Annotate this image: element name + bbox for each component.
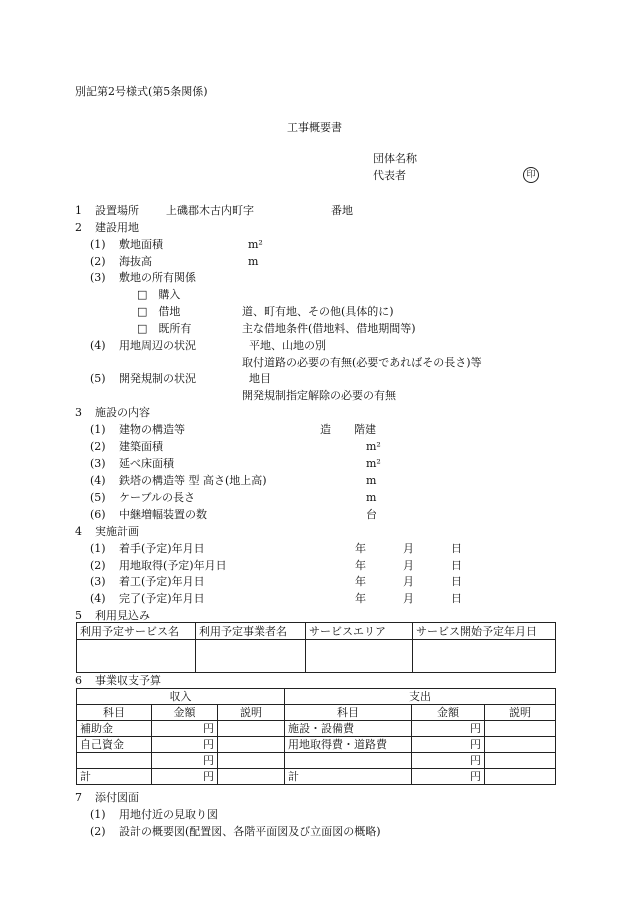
s4-label: 実施計画: [95, 525, 139, 538]
form-reference: 別記第2号様式(第5条関係): [75, 85, 208, 98]
income-amount[interactable]: 円: [152, 737, 218, 753]
s6-number: 6: [75, 674, 82, 687]
s5-label: 利用見込み: [95, 609, 150, 622]
expense-note[interactable]: [485, 737, 556, 753]
expense-total-label: 計: [285, 769, 412, 785]
month-label: 月: [403, 575, 414, 588]
s3-label: 施設の内容: [95, 406, 150, 419]
budget-table: [76, 688, 556, 785]
income-header: 収入: [77, 689, 285, 705]
s3-i3-label: 延べ床面積: [119, 457, 174, 470]
expense-amount[interactable]: 円: [412, 737, 485, 753]
usage-cell-provider[interactable]: [196, 640, 306, 673]
income-item: 補助金: [77, 721, 152, 737]
s3-i5-unit: m: [366, 491, 377, 504]
year-label: 年: [355, 575, 366, 588]
expense-note[interactable]: [485, 753, 556, 769]
s2-i5-num: (5): [90, 372, 106, 385]
s2-i2-label: 海抜高: [119, 255, 152, 268]
s4-i2-label: 用地取得(予定)年月日: [119, 559, 227, 572]
s1-banchi: 番地: [331, 204, 353, 217]
expense-item: 用地取得費・道路費: [285, 737, 412, 753]
s2-i5-label: 開発規制の状況: [119, 372, 196, 385]
s4-i2-num: (2): [90, 559, 106, 572]
s3-i3-unit: m²: [366, 457, 381, 470]
s2-i1-unit: m²: [248, 238, 263, 251]
s2-i4-num: (4): [90, 339, 106, 352]
s2-i3-label: 敷地の所有関係: [119, 271, 196, 284]
s2-i3-num: (3): [90, 271, 106, 284]
expense-total-amount[interactable]: 円: [412, 769, 485, 785]
s2-i2-unit: m: [248, 255, 259, 268]
expense-item[interactable]: [285, 753, 412, 769]
representative-label: 代表者: [373, 169, 406, 182]
month-label: 月: [403, 592, 414, 605]
income-note[interactable]: [218, 753, 285, 769]
s2-i1-label: 敷地面積: [119, 238, 163, 251]
s3-i1-floors: 階建: [354, 423, 376, 436]
income-col-item: 科目: [77, 705, 152, 721]
month-label: 月: [403, 559, 414, 572]
usage-header-provider: 利用予定事業者名: [196, 623, 306, 640]
s3-i3-num: (3): [90, 457, 106, 470]
s2-label: 建設用地: [95, 221, 139, 234]
s7-number: 7: [75, 791, 82, 804]
s2-i4-note1: 平地、山地の別: [249, 339, 326, 352]
lease-note: 道、町有地、その他(具体的に): [242, 305, 394, 318]
s4-i1-label: 着手(予定)年月日: [119, 542, 205, 555]
s2-i4-label: 用地周辺の状況: [119, 339, 196, 352]
day-label: 日: [451, 575, 462, 588]
day-label: 日: [451, 592, 462, 605]
org-name-label: 団体名称: [373, 152, 417, 165]
checkbox-owned[interactable]: □ 既所有: [137, 322, 192, 335]
s4-i4-label: 完了(予定)年月日: [119, 592, 205, 605]
page-title: 工事概要書: [287, 121, 342, 134]
expense-amount[interactable]: 円: [412, 753, 485, 769]
s5-number: 5: [75, 609, 82, 622]
s3-number: 3: [75, 406, 82, 419]
s4-i3-label: 着工(予定)年月日: [119, 575, 205, 588]
s7-i1-num: (1): [90, 808, 106, 821]
usage-header-service: 利用予定サービス名: [77, 623, 196, 640]
s3-i1-label: 建物の構造等: [119, 423, 185, 436]
year-label: 年: [355, 542, 366, 555]
s3-i1-structure: 造: [320, 423, 331, 436]
s1-number: 1: [75, 204, 82, 217]
month-label: 月: [403, 542, 414, 555]
s7-i2-num: (2): [90, 825, 106, 838]
s3-i5-label: ケーブルの長さ: [119, 491, 196, 504]
s3-i5-num: (5): [90, 491, 106, 504]
owned-note: 主な借地条件(借地料、借地期間等): [242, 322, 416, 335]
day-label: 日: [451, 542, 462, 555]
checkbox-purchase[interactable]: □ 購入: [137, 288, 181, 301]
s3-i6-num: (6): [90, 508, 106, 521]
income-item[interactable]: [77, 753, 152, 769]
usage-table: [76, 622, 556, 673]
expense-amount[interactable]: 円: [412, 721, 485, 737]
income-col-amount: 金額: [152, 705, 218, 721]
usage-cell-service[interactable]: [77, 640, 196, 673]
s2-i2-num: (2): [90, 255, 106, 268]
s3-i6-label: 中継増幅装置の数: [119, 508, 207, 521]
income-total-label: 計: [77, 769, 152, 785]
s2-i5-note2: 開発規制指定解除の必要の有無: [242, 389, 396, 402]
s2-i1-num: (1): [90, 238, 106, 251]
s3-i6-unit: 台: [366, 508, 377, 521]
s4-number: 4: [75, 525, 82, 538]
usage-header-start-date: サービス開始予定年月日: [413, 623, 556, 640]
s3-i2-num: (2): [90, 440, 106, 453]
usage-cell-start-date[interactable]: [413, 640, 556, 673]
usage-cell-area[interactable]: [306, 640, 413, 673]
s2-i5-note1: 地目: [249, 372, 271, 385]
s3-i2-label: 建築面積: [119, 440, 163, 453]
s4-i3-num: (3): [90, 575, 106, 588]
s3-i1-num: (1): [90, 423, 106, 436]
expense-item: 施設・設備費: [285, 721, 412, 737]
expense-header: 支出: [285, 689, 556, 705]
s3-i4-label: 鉄塔の構造等 型 高さ(地上高): [119, 474, 267, 487]
income-total-note[interactable]: [218, 769, 285, 785]
s3-i4-num: (4): [90, 474, 106, 487]
income-total-amount[interactable]: 円: [152, 769, 218, 785]
s3-i4-unit: m: [366, 474, 377, 487]
s4-i4-num: (4): [90, 592, 106, 605]
income-col-note: 説明: [218, 705, 285, 721]
s4-i1-num: (1): [90, 542, 106, 555]
seal-icon: 印: [523, 167, 539, 183]
s7-i2-label: 設計の概要図(配置図、各階平面図及び立面図の概略): [119, 825, 381, 838]
s6-label: 事業収支予算: [95, 674, 161, 687]
income-note[interactable]: [218, 721, 285, 737]
year-label: 年: [355, 559, 366, 572]
expense-total-note[interactable]: [485, 769, 556, 785]
income-amount[interactable]: 円: [152, 753, 218, 769]
s2-i4-note2: 取付道路の必要の有無(必要であればその長さ)等: [242, 356, 482, 369]
income-item: 自己資金: [77, 737, 152, 753]
s7-i1-label: 用地付近の見取り図: [119, 808, 218, 821]
s7-label: 添付図面: [95, 791, 139, 804]
year-label: 年: [355, 592, 366, 605]
day-label: 日: [451, 559, 462, 572]
usage-header-area: サービスエリア: [306, 623, 413, 640]
expense-col-item: 科目: [285, 705, 412, 721]
income-amount[interactable]: 円: [152, 721, 218, 737]
income-note[interactable]: [218, 737, 285, 753]
checkbox-lease[interactable]: □ 借地: [137, 305, 181, 318]
s2-number: 2: [75, 221, 82, 234]
expense-col-note: 説明: [485, 705, 556, 721]
expense-note[interactable]: [485, 721, 556, 737]
s3-i2-unit: m²: [366, 440, 381, 453]
s1-location: 上磯郡木古内町字: [166, 204, 254, 217]
s1-label: 設置場所: [95, 204, 139, 217]
expense-col-amount: 金額: [412, 705, 485, 721]
